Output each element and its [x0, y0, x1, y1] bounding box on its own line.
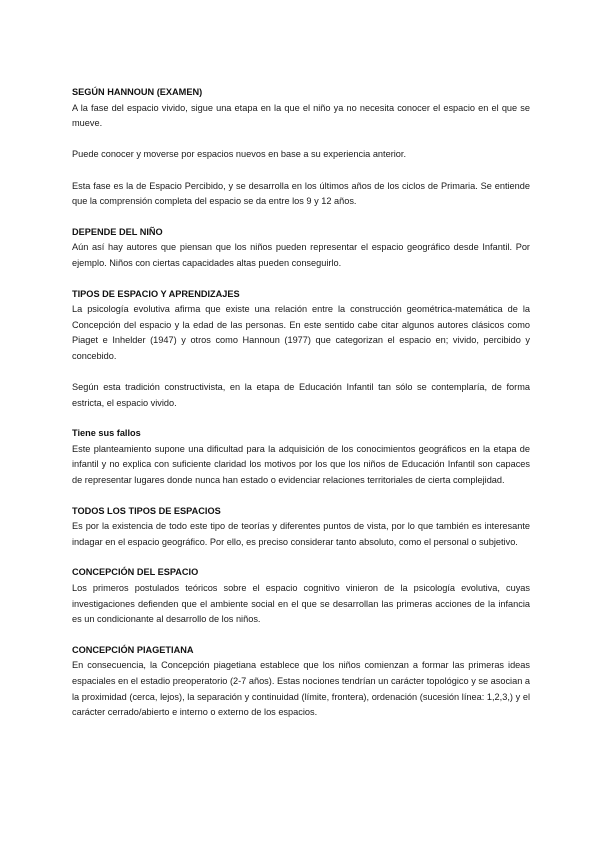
paragraph: Puede conocer y moverse por espacios nuevos en base a su experiencia anterior. [72, 149, 407, 160]
document-page [72, 85, 530, 736]
paragraph: La psicología evolutiva afirma que existe una relación entre la construcción geométrica-matemática de la Concepción del espacio y la edad de las personas. En este sentido cabe citar algunos autores clásicos como Piaget e Inhelder (1947) y otros como Hannoun (1977) que categorizan el espacio en; vivido, percibido y concebido. [72, 304, 530, 361]
section-concepcion-del-espacio [72, 565, 530, 627]
section-depende-del-nino [72, 225, 530, 272]
section-heading: DEPENDE DEL NIÑO [72, 226, 163, 237]
section-heading: TIPOS DE ESPACIO Y APRENDIZAJES [72, 288, 240, 299]
section-todos-los-tipos [72, 504, 530, 551]
section-tipos-de-espacio [72, 287, 530, 412]
section-heading: CONCEPCIÓN DEL ESPACIO [72, 567, 199, 578]
paragraph: Aún así hay autores que piensan que los niños pueden representar el espacio geográfico desde Infantil. Por ejemplo. Niños con ciertas capacidades altas pueden conseguirlo. [72, 242, 530, 268]
paragraph: Esta fase es la de Espacio Percibido, y se desarrolla en los últimos años de los ciclos de Primaria. Se entiende que la comprensión completa del espacio se da entre los 9 y 12 años. [72, 180, 530, 207]
paragraph: Este planteamiento supone una dificultad para la adquisición de los conocimientos geográficos en la etapa de infantil y no explica con suficiente claridad los motivos por los que los niños de Educación Infantil son capaces de representar lugares donde nunca han estado o evidenciar relaciones territoriales de cierta complejidad. [72, 443, 530, 486]
section-heading: TODOS LOS TIPOS DE ESPACIOS [72, 505, 221, 516]
paragraph: Según esta tradición constructivista, en la etapa de Educación Infantil tan sólo se contemplaría, de forma estricta, el espacio vivido. [72, 382, 530, 408]
paragraph: Los primeros postulados teóricos sobre el espacio cognitivo vinieron de la psicología evolutiva, cuyas investigaciones defienden que el ambiente social en el que se desarrollan las primeras acciones de la infancia es un condicionante al desarrollo de los niños. [72, 583, 530, 625]
section-heading: SEGÚN HANNOUN (EXAMEN) [72, 87, 203, 97]
section-tiene-sus-fallos [72, 426, 530, 488]
section-segun-hannoun [72, 85, 530, 210]
paragraph: Es por la existencia de todo este tipo de teorías y diferentes puntos de vista, por lo que también es interesante indagar en el espacio geográfico. Por ello, es preciso considerar tanto absoluto, como el personal o subjetivo. [72, 521, 530, 547]
paragraph: En consecuencia, la Concepción piagetiana establece que los niños comienzan a formar las primeras ideas espaciales en el estadio preoperatorio (2-7 años). Estas nociones tendrían un carácter topológico y se asocian a la proximidad (cerca, lejos), la separación y continuidad (límite, frontera), ordenación (sucesión línea: 1,2,3,) y el carácter cerrado/abierto e interno o externo de los espacios. [72, 660, 530, 718]
paragraph: A la fase del espacio vivido, sigue una etapa en la que el niño ya no necesita conocer el espacio en el que se mueve. [72, 102, 530, 129]
section-heading: Tiene sus fallos [72, 428, 141, 439]
section-concepcion-piagetiana [72, 643, 530, 721]
section-heading: CONCEPCIÓN PIAGETIANA [72, 644, 194, 655]
